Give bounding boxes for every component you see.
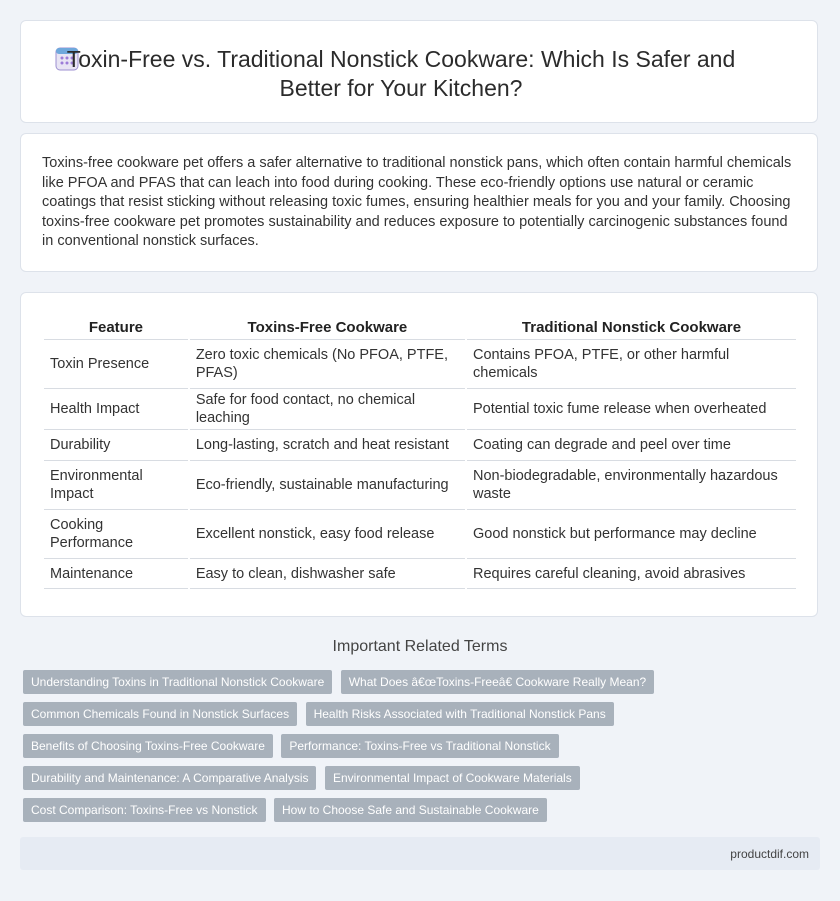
table-row — [44, 340, 796, 389]
related-term-tag[interactable]: Understanding Toxins in Traditional Nonstick Cookware — [23, 670, 332, 694]
toxin-free-cell: Eco-friendly, sustainable manufacturing — [190, 461, 465, 510]
table-row — [44, 461, 796, 510]
related-term-tag[interactable]: Benefits of Choosing Toxins-Free Cookware — [23, 734, 273, 758]
feature-cell: Health Impact — [44, 389, 188, 430]
related-term-tag[interactable]: Cost Comparison: Toxins-Free vs Nonstick — [23, 798, 266, 822]
related-term-tag[interactable]: Durability and Maintenance: A Comparative Analysis — [23, 766, 316, 790]
feature-cell: Environmental Impact — [44, 461, 188, 510]
table-header-row — [44, 317, 796, 340]
traditional-cell: Non-biodegradable, environmentally hazardous waste — [467, 461, 796, 510]
feature-cell: Maintenance — [44, 559, 188, 589]
table-row — [44, 430, 796, 461]
feature-cell: Toxin Presence — [44, 340, 188, 389]
comparison-card — [20, 292, 818, 617]
column-header: Toxins-Free Cookware — [190, 317, 465, 340]
table-row — [44, 510, 796, 559]
page-title: Toxin-Free vs. Traditional Nonstick Cookware: Which Is Safer and Better for Your Kitchen? — [66, 46, 736, 101]
traditional-cell: Good nonstick but performance may decline — [467, 510, 796, 559]
related-terms-list — [23, 670, 803, 830]
related-term-tag[interactable]: What Does â€œToxins-Freeâ€ Cookware Really Mean? — [341, 670, 654, 694]
title-card — [20, 20, 818, 123]
traditional-cell: Potential toxic fume release when overheated — [467, 389, 796, 430]
column-header: Feature — [44, 317, 188, 340]
toxin-free-cell: Safe for food contact, no chemical leaching — [190, 389, 465, 430]
toxin-free-cell: Zero toxic chemicals (No PFOA, PTFE, PFAS) — [190, 340, 465, 389]
related-term-tag[interactable]: Common Chemicals Found in Nonstick Surfaces — [23, 702, 297, 726]
column-header: Traditional Nonstick Cookware — [467, 317, 796, 340]
table-row — [44, 559, 796, 589]
footer — [20, 837, 820, 870]
table-row — [44, 389, 796, 430]
feature-cell: Durability — [44, 430, 188, 461]
traditional-cell: Coating can degrade and peel over time — [467, 430, 796, 461]
comparison-table — [42, 317, 798, 589]
toxin-free-cell: Easy to clean, dishwasher safe — [190, 559, 465, 589]
traditional-cell: Contains PFOA, PTFE, or other harmful chemicals — [467, 340, 796, 389]
footer-site-link[interactable]: productdif.com — [730, 847, 809, 861]
feature-cell: Cooking Performance — [44, 510, 188, 559]
related-term-tag[interactable]: Environmental Impact of Cookware Materials — [325, 766, 580, 790]
toxin-free-cell: Excellent nonstick, easy food release — [190, 510, 465, 559]
related-term-tag[interactable]: How to Choose Safe and Sustainable Cookware — [274, 798, 547, 822]
traditional-cell: Requires careful cleaning, avoid abrasives — [467, 559, 796, 589]
related-term-tag[interactable]: Performance: Toxins-Free vs Traditional Nonstick — [281, 734, 558, 758]
related-term-tag[interactable]: Health Risks Associated with Traditional Nonstick Pans — [306, 702, 614, 726]
toxin-free-cell: Long-lasting, scratch and heat resistant — [190, 430, 465, 461]
related-terms-heading: Important Related Terms — [332, 638, 508, 655]
intro-card — [20, 133, 818, 272]
intro-paragraph: Toxins-free cookware pet offers a safer alternative to traditional nonstick pans, which often contain harmful chemicals like PFOA and PFAS that can leach into food during cooking. These eco-friendly options use natural or ceramic coatings that resist sticking without releasing toxic fumes, ensuring healthier meals for you and your family. Choosing toxins-free cookware pet promotes sustainability and reduces exposure to potentially carcinogenic substances found in conventional nonstick surfaces. — [42, 155, 792, 250]
